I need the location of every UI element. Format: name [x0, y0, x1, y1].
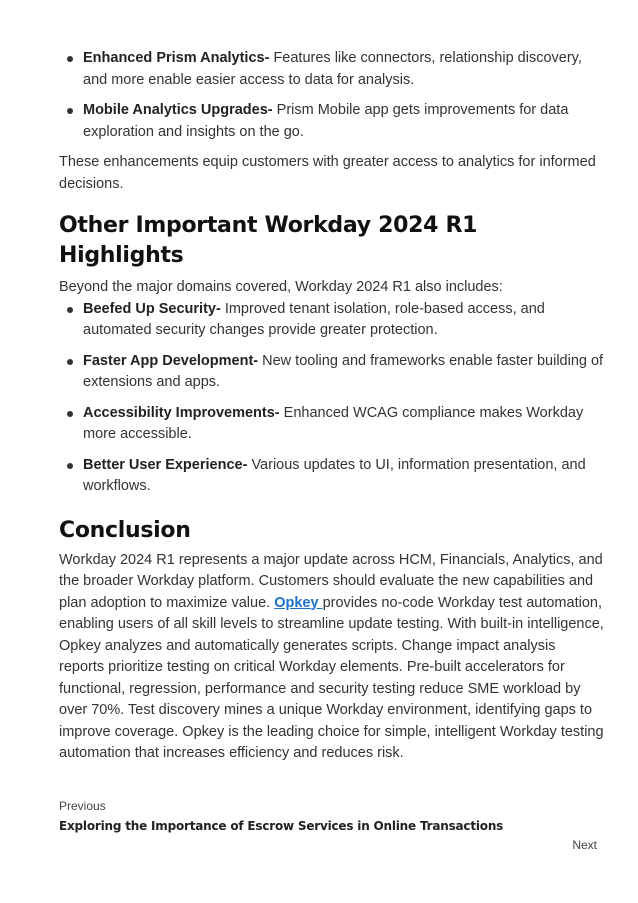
- bullet-icon: [67, 359, 73, 365]
- bullet-icon: [67, 307, 73, 313]
- list-item-text: New tooling and frameworks enable faster building of extensions and apps.: [83, 352, 604, 390]
- list-item-title: Mobile Analytics Upgrades-: [83, 102, 273, 118]
- summary-paragraph: These enhancements equip customers with greater access to analytics for informed decisions.: [59, 154, 596, 192]
- conclusion-text-before: Workday 2024 R1 represents a major update across HCM, Financials, Analytics, and the broader Workday platform. Customers should evaluate the new capabilities and plan adoption to maximize value.: [59, 551, 603, 611]
- list-item-text: Features like connectors, relationship discovery, and more enable easier access to data for analysis.: [83, 50, 582, 88]
- list-item: [59, 351, 604, 394]
- highlights-heading: Other Important Workday 2024 R1 Highlights: [59, 213, 478, 268]
- bullet-icon: [67, 108, 73, 114]
- list-item-text: Improved tenant isolation, role-based access, and automated security changes provide greater protection.: [83, 300, 545, 338]
- conclusion-paragraph: [59, 550, 604, 765]
- bullet-icon: [67, 411, 73, 417]
- list-item-text: Various updates to UI, information presentation, and workflows.: [83, 456, 586, 494]
- next-post-link[interactable]: Next: [572, 838, 597, 852]
- list-item-text: Enhanced WCAG compliance makes Workday more accessible.: [83, 404, 584, 442]
- bullet-icon: [67, 56, 73, 62]
- list-item: [59, 299, 604, 342]
- list-item: [59, 455, 604, 498]
- list-item-title: Better User Experience-: [83, 456, 248, 473]
- list-item-title: Enhanced Prism Analytics-: [83, 50, 270, 66]
- list-item-text: Prism Mobile app gets improvements for data exploration and insights on the go.: [83, 102, 569, 140]
- previous-label: Previous: [59, 799, 106, 813]
- list-item-title: Accessibility Improvements-: [83, 404, 280, 421]
- highlights-intro: Beyond the major domains covered, Workday 2024 R1 also includes:: [59, 279, 503, 295]
- list-item-title: Faster App Development-: [83, 352, 259, 369]
- conclusion-heading: Conclusion: [59, 517, 191, 543]
- list-item: [59, 100, 604, 143]
- highlights-list: [59, 299, 604, 498]
- previous-post-link[interactable]: Exploring the Importance of Escrow Services in Online Transactions: [59, 819, 504, 833]
- list-item: [59, 48, 604, 91]
- list-item-title: Beefed Up Security-: [83, 300, 221, 317]
- bullet-icon: [67, 463, 73, 469]
- list-item: [59, 403, 604, 446]
- conclusion-text-after: provides no-code Workday test automation, enabling users of all skill levels to streamline update testing. With built-in intelligence, Opkey analyzes and automatically generates scripts. Change impact analysis reports prioritize testing on critical Workday elements. Pre-built accelerators for functional, regression, performance and security testing reduce SME workload by over 70%. Test discovery mines a unique Workday environment, identifying gaps to improve coverage. Opkey is the leading choice for simple, intelligent Workday testing automation that increases efficiency and reduces risk.: [59, 594, 604, 761]
- opkey-link[interactable]: Opkey: [274, 594, 323, 611]
- article-body: [59, 48, 604, 765]
- analytics-list: [59, 48, 604, 143]
